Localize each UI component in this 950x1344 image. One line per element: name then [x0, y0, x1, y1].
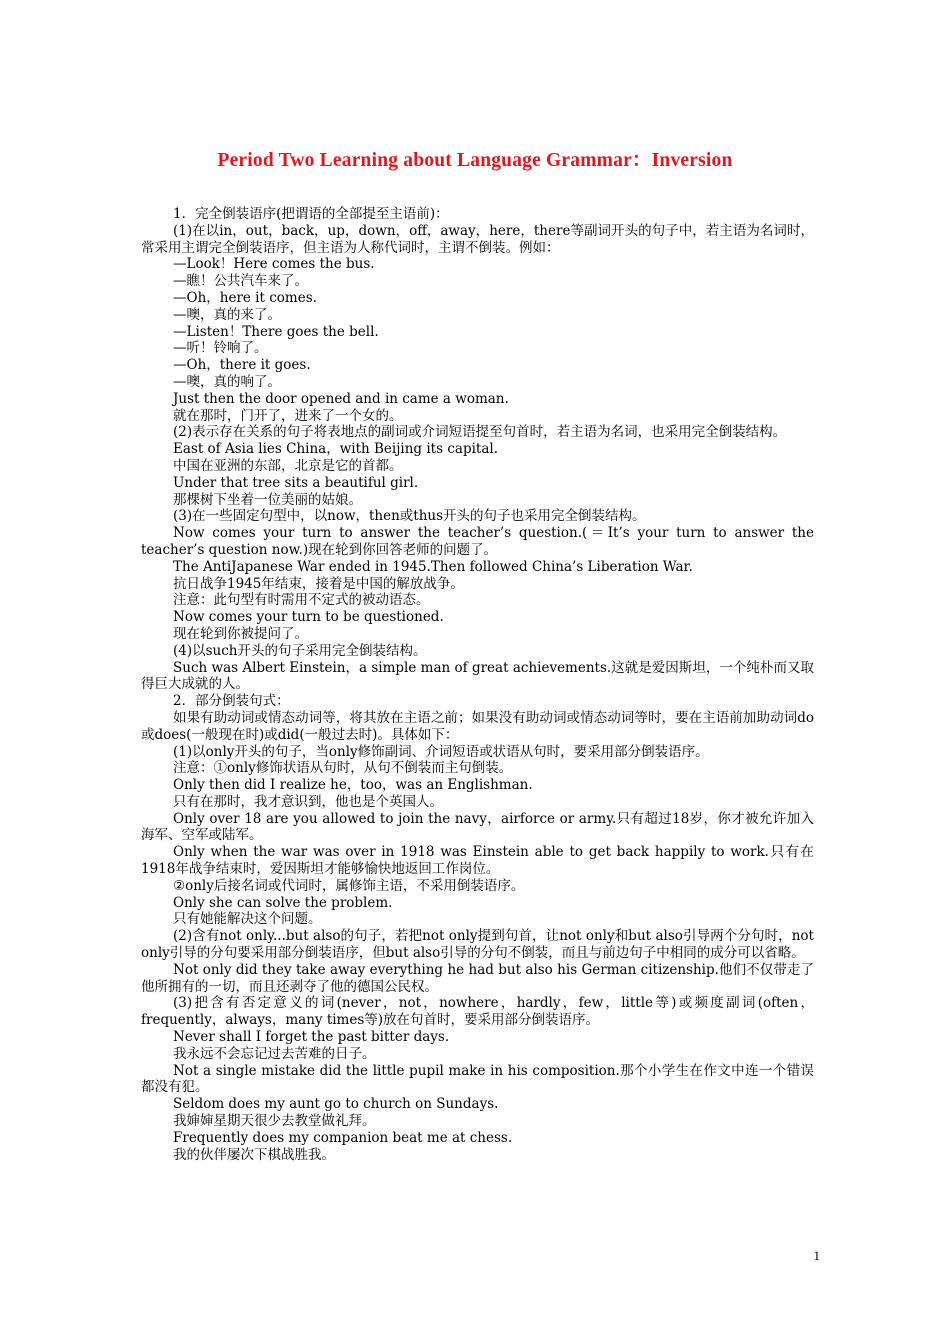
- paragraph: 就在那时，门开了，进来了一个女的。: [173, 407, 403, 424]
- document-body: [141, 206, 814, 1163]
- paragraph: 注意：①only修饰状语从句时，从句不倒装而主句倒装。: [173, 760, 513, 777]
- paragraph: Under that tree sits a beautiful girl.: [173, 474, 419, 491]
- paragraph: Only then did I realize he，too，was an Englishman.: [173, 777, 533, 794]
- paragraph: Frequently does my companion beat me at chess.: [173, 1129, 513, 1146]
- paragraph: Only she can solve the problem.: [173, 894, 393, 911]
- paragraph: 2．部分倒装句式：: [173, 693, 290, 710]
- paragraph: —瞧！公共汽车来了。: [173, 273, 308, 290]
- paragraph: (2)含有not only...but also的句子，若把not only提到句首，让not only和but also引导两个分句时，not only引导的分句要采用部分倒装语序，但but also引导的分句不倒装，而且与前边句子中相同的成分可以省略。: [141, 928, 814, 962]
- paragraph: (1)在以in，out，back，up，down，off，away，here，there等副词开头的句子中，若主语为名词时，常采用主谓完全倒装语序，但主语为人称代词时，主谓不倒装。例如：: [141, 222, 814, 256]
- paragraph: Never shall I forget the past bitter days.: [173, 1029, 450, 1046]
- paragraph: 注意：此句型有时需用不定式的被动语态。: [173, 592, 430, 609]
- paragraph: —听！铃响了。: [173, 340, 268, 357]
- paragraph: 如果有助动词或情态动词等，将其放在主语之前；如果没有助动词或情态动词等时，要在主语前加助动词do或does(一般现在时)或did(一般过去时)。具体如下：: [141, 709, 814, 743]
- paragraph: ②only后接名词或代词时，属修饰主语，不采用倒装语序。: [173, 877, 525, 894]
- paragraph: (3)把含有否定意义的词(never，not，nowhere，hardly，few，little等)或频度副词(often，frequently，always，many times等)放在句首时，要采用部分倒装语序。: [141, 995, 814, 1029]
- paragraph: (4)以such开头的句子采用完全倒装结构。: [173, 642, 427, 659]
- paragraph: Now comes your turn to answer the teacher’s question.(＝It’s your turn to answer the teacher’s question now.)现在轮到你回答老师的问题了。: [141, 525, 814, 558]
- paragraph: Now comes your turn to be questioned.: [173, 609, 444, 626]
- paragraph: 1．完全倒装语序(把谓语的全部提至主语前)：: [173, 206, 449, 222]
- paragraph: 我永远不会忘记过去苦难的日子。: [173, 1045, 376, 1062]
- paragraph: 我婶婶星期天很少去教堂做礼拜。: [173, 1113, 376, 1130]
- paragraph: Seldom does my aunt go to church on Sundays.: [173, 1096, 499, 1113]
- paragraph: Just then the door opened and in came a woman.: [173, 390, 509, 407]
- paragraph: (2)表示存在关系的句子将表地点的副词或介词短语提至句首时，若主语为名词，也采用完全倒装结构。: [173, 424, 787, 441]
- paragraph: —Look！Here comes the bus.: [173, 256, 375, 273]
- paragraph: 我的伙伴屡次下棋战胜我。: [173, 1146, 335, 1163]
- paragraph: Such was Albert Einstein，a simple man of great achievements.这就是爱因斯坦，一个纯朴而又取得巨大成就的人。: [141, 659, 814, 693]
- paragraph: Not a single mistake did the little pupil make in his composition.那个小学生在作文中连一个错误都没有犯。: [141, 1062, 814, 1096]
- page-number: 1: [813, 1248, 820, 1263]
- paragraph: —噢，真的来了。: [173, 306, 281, 323]
- paragraph: The AntiJapanese War ended in 1945.Then followed China’s Liberation War.: [173, 558, 693, 575]
- paragraph: (1)以only开头的句子，当only修饰副词、介词短语或状语从句时，要采用部分倒装语序。: [173, 743, 709, 760]
- paragraph: Only when the war was over in 1918 was Einstein able to get back happily to work.只有在1918年战争结束时，爱因斯坦才能够愉快地返回工作岗位。: [141, 844, 814, 878]
- paragraph: —Oh，there it goes.: [173, 357, 311, 374]
- paragraph: 只有在那时，我才意识到，他也是个英国人。: [173, 793, 443, 810]
- paragraph: —噢，真的响了。: [173, 373, 281, 390]
- paragraph: 现在轮到你被提问了。: [173, 625, 308, 642]
- page-title: Period Two Learning about Language Grammar：Inversion: [217, 150, 733, 171]
- paragraph: 只有她能解决这个问题。: [173, 911, 322, 928]
- paragraph: —Listen！There goes the bell.: [173, 323, 379, 340]
- paragraph: Only over 18 are you allowed to join the navy，airforce or army.只有超过18岁，你才被允许加入海军、空军或陆军。: [141, 810, 814, 844]
- paragraph: East of Asia lies China，with Beijing its capital.: [173, 441, 498, 458]
- paragraph: 中国在亚洲的东部，北京是它的首都。: [173, 457, 403, 474]
- paragraph: —Oh，here it comes.: [173, 289, 317, 306]
- paragraph: 抗日战争1945年结束，接着是中国的解放战争。: [173, 575, 464, 592]
- paragraph: (3)在一些固定句型中，以now，then或thus开头的句子也采用完全倒装结构。: [173, 508, 646, 525]
- paragraph: Not only did they take away everything he had but also his German citizenship.他们不仅带走了他所拥有的一切，而且还剥夺了他的德国公民权。: [141, 961, 814, 995]
- paragraph: 那棵树下坐着一位美丽的姑娘。: [173, 491, 362, 508]
